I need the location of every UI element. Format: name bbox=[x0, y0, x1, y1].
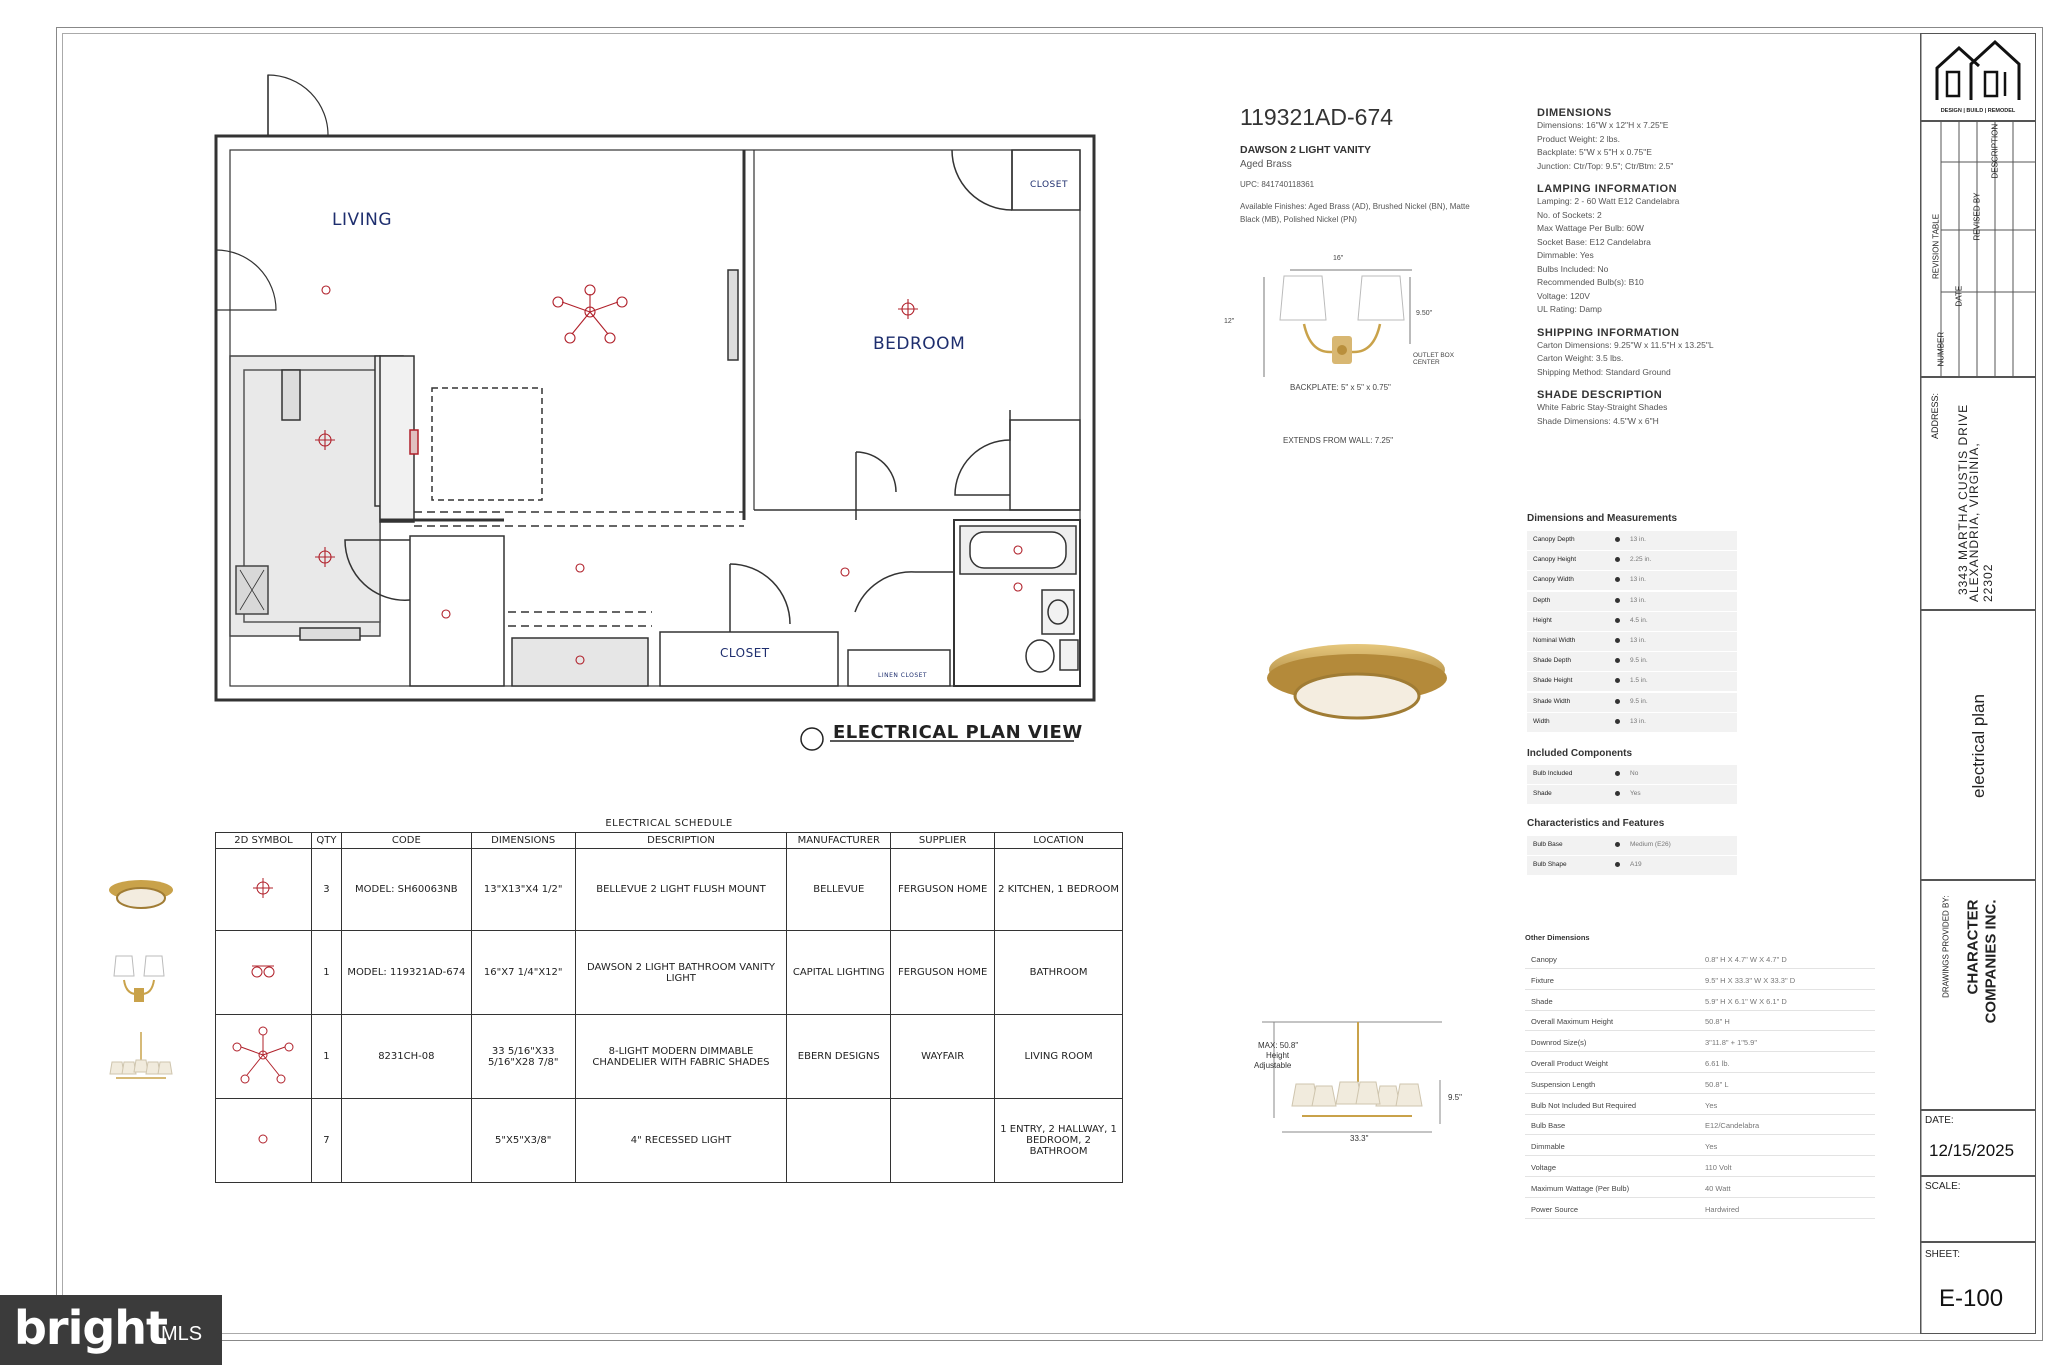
row-value: Medium (E26) bbox=[1630, 841, 1671, 848]
thumb-vanity bbox=[104, 950, 174, 1010]
address-line-2: ALEXANDRIA, VIRGINIA, 22302 bbox=[1967, 442, 1995, 602]
revision-table bbox=[1920, 121, 2036, 377]
bullet-icon bbox=[1615, 658, 1620, 663]
cell-loc: 1 ENTRY, 2 HALLWAY, 1 BEDROOM, 2 BATHROOM bbox=[995, 1099, 1123, 1183]
col-2d-symbol: 2D SYMBOL bbox=[216, 833, 312, 849]
room-label-closet-mid: CLOSET bbox=[720, 646, 770, 660]
row-key: Shade bbox=[1533, 790, 1552, 798]
cell-code: 8231CH-08 bbox=[341, 1015, 471, 1099]
bullet-icon bbox=[1615, 618, 1620, 623]
cell-code: MODEL: SH60063NB bbox=[341, 849, 471, 931]
spec-line: White Fabric Stay-Straight Shades bbox=[1537, 402, 1668, 412]
cell-dims: 13"X13"X4 1/2" bbox=[471, 849, 575, 931]
date-box bbox=[1920, 1110, 2036, 1176]
cell-mfr: EBERN DESIGNS bbox=[787, 1015, 891, 1099]
spec-line: Product Weight: 2 lbs. bbox=[1537, 133, 1620, 144]
row-value: 1.5 in. bbox=[1630, 677, 1648, 685]
table-row bbox=[1527, 765, 1737, 784]
row-key: Depth bbox=[1533, 596, 1551, 604]
col-description: DESCRIPTION bbox=[575, 833, 787, 849]
table-row bbox=[1525, 992, 1875, 1011]
spec-line: Backplate: 5"W x 5"H x 0.75"E bbox=[1537, 147, 1652, 157]
row-key: Bulb Base bbox=[1531, 1121, 1566, 1131]
schedule-title: ELECTRICAL SCHEDULE bbox=[605, 818, 733, 829]
table-row bbox=[1525, 1158, 1875, 1177]
cell-mfr: BELLEVUE bbox=[787, 849, 891, 931]
row-value: E12/Candelabra bbox=[1705, 1121, 1760, 1131]
bullet-icon bbox=[1615, 557, 1620, 562]
row-value: 13 in. bbox=[1630, 536, 1646, 543]
chandelier-height: 9.5" bbox=[1448, 1093, 1462, 1102]
col-location: LOCATION bbox=[995, 833, 1123, 849]
row-value: 2.25 in. bbox=[1630, 556, 1652, 564]
cell-qty: 3 bbox=[311, 849, 341, 931]
date-value: 12/15/2025 bbox=[1929, 1141, 2015, 1160]
flush-mount-image bbox=[1262, 638, 1452, 728]
flush-char-title: Characteristics and Features bbox=[1527, 818, 1665, 829]
table-row bbox=[1527, 612, 1737, 631]
spec-line: Junction: Ctr/Top: 9.5"; Ctr/Btm: 2.5" bbox=[1537, 160, 1674, 171]
table-row bbox=[1527, 693, 1737, 712]
row-value: 40 Watt bbox=[1705, 1183, 1731, 1193]
vanity-h2: 9.50" bbox=[1416, 310, 1433, 317]
logo-box bbox=[1920, 33, 2036, 121]
bullet-icon bbox=[1615, 537, 1620, 542]
table-row bbox=[1525, 950, 1875, 969]
cell-qty: 1 bbox=[311, 1015, 341, 1099]
cell-desc: 8-LIGHT MODERN DIMMABLE CHANDELIER WITH FABRIC SHADES bbox=[575, 1015, 787, 1099]
col-supplier: SUPPLIER bbox=[891, 833, 995, 849]
table-row bbox=[1527, 652, 1737, 671]
vanity-backplate: BACKPLATE: 5" x 5" x 0.75" bbox=[1290, 383, 1391, 392]
product-finishes: Available Finishes: Aged Brass (AD), Brushed Nickel (BN), Matte Black (MB), Polished Nickel (PN) bbox=[1240, 202, 1470, 224]
rev-col-revised-by: REVISED BY bbox=[1972, 192, 1982, 241]
sheet-title: electrical plan bbox=[1969, 694, 1988, 798]
cell-dims: 33 5/16"X33 5/16"X28 7/8" bbox=[471, 1015, 575, 1099]
floor-plan bbox=[0, 0, 1160, 760]
row-key: Width bbox=[1533, 717, 1550, 725]
row-value: Yes bbox=[1705, 1142, 1718, 1152]
cell-code: MODEL: 119321AD-674 bbox=[341, 931, 471, 1015]
vanity-outlet: OUTLET BOX CENTER bbox=[1413, 352, 1455, 366]
row-key: Overall Maximum Height bbox=[1531, 1017, 1614, 1027]
spec-line: Shade Dimensions: 4.5"W x 6"H bbox=[1537, 415, 1659, 426]
room-label-linen-closet: LINEN CLOSET bbox=[878, 672, 928, 679]
plan-view-title: ELECTRICAL PLAN VIEW bbox=[833, 722, 1083, 743]
cell-desc: DAWSON 2 LIGHT BATHROOM VANITY LIGHT bbox=[575, 931, 787, 1015]
vanity-extends: EXTENDS FROM WALL: 7.25" bbox=[1283, 436, 1394, 445]
table-row bbox=[1527, 713, 1737, 732]
row-key: Bulb Base bbox=[1533, 841, 1563, 848]
row-value: 4.5 in. bbox=[1630, 616, 1648, 624]
table-row bbox=[1527, 571, 1737, 590]
product-name: DAWSON 2 LIGHT VANITY bbox=[1240, 144, 1372, 156]
table-row bbox=[1525, 1033, 1875, 1052]
bullet-icon bbox=[1615, 678, 1620, 683]
flush-dims-title: Dimensions and Measurements bbox=[1527, 513, 1678, 524]
row-key: Bulb Shape bbox=[1533, 861, 1567, 869]
logo-tagline: DESIGN | BUILD | REMODEL bbox=[1940, 108, 2016, 114]
cell-desc: 4" RECESSED LIGHT bbox=[575, 1099, 787, 1183]
cell-dims: 5"X5"X3/8" bbox=[471, 1099, 575, 1183]
row-key: Nominal Width bbox=[1533, 637, 1576, 644]
table-row bbox=[1527, 785, 1737, 804]
cell-desc: BELLEVUE 2 LIGHT FLUSH MOUNT bbox=[575, 849, 787, 931]
cell-mfr bbox=[787, 1099, 891, 1183]
address-box bbox=[1920, 377, 2036, 610]
row-key: Voltage bbox=[1531, 1163, 1557, 1172]
provided-box bbox=[1920, 880, 2036, 1110]
row-value: 13 in. bbox=[1630, 576, 1646, 584]
product-finish: Aged Brass bbox=[1240, 159, 1292, 170]
cell-loc: LIVING ROOM bbox=[995, 1015, 1123, 1099]
rev-col-description: DESCRIPTION bbox=[1990, 123, 2000, 179]
row-key: Shade Height bbox=[1533, 677, 1573, 685]
thumb-chandelier bbox=[106, 1032, 176, 1094]
spec-lamping-title: LAMPING INFORMATION bbox=[1537, 183, 1678, 195]
table-row bbox=[1527, 856, 1737, 875]
row-value: Yes bbox=[1705, 1100, 1718, 1110]
flush-inc-title: Included Components bbox=[1527, 748, 1632, 759]
bullet-icon bbox=[1615, 771, 1620, 776]
spec-line: Recommended Bulb(s): B10 bbox=[1537, 277, 1644, 287]
cell-mfr: CAPITAL LIGHTING bbox=[787, 931, 891, 1015]
symbol-flush-mount bbox=[216, 849, 312, 931]
cell-qty: 1 bbox=[311, 931, 341, 1015]
spec-line: Socket Base: E12 Candelabra bbox=[1537, 236, 1651, 247]
col-code: CODE bbox=[341, 833, 471, 849]
row-key: Overall Product Weight bbox=[1531, 1059, 1608, 1068]
chandelier-adj2: Adjustable bbox=[1254, 1061, 1292, 1070]
mls-watermark bbox=[0, 1295, 222, 1365]
rev-col-date: DATE bbox=[1954, 285, 1964, 307]
cell-code bbox=[341, 1099, 471, 1183]
chandelier-adj1: Height bbox=[1266, 1051, 1290, 1060]
spec-line: Dimensions: 16"W x 12"H x 7.25"E bbox=[1537, 120, 1669, 130]
table-row bbox=[1527, 531, 1737, 550]
table-row bbox=[1527, 836, 1737, 855]
row-value: 0.8" H X 4.7" W X 4.7" D bbox=[1705, 955, 1787, 964]
watermark-brand: bright bbox=[14, 1301, 168, 1355]
product-model: 119321AD-674 bbox=[1240, 104, 1394, 130]
spec-line: UL Rating: Damp bbox=[1537, 304, 1602, 314]
room-label-bedroom: BEDROOM bbox=[873, 334, 966, 354]
chandelier-max: MAX: 50.8" bbox=[1258, 1041, 1299, 1050]
bullet-icon bbox=[1615, 638, 1620, 643]
bullet-icon bbox=[1615, 577, 1620, 582]
spec-line: Carton Dimensions: 9.25"W x 11.5"H x 13.25"L bbox=[1537, 339, 1714, 350]
address-label: ADDRESS: bbox=[1930, 393, 1940, 440]
row-key: Shade Width bbox=[1533, 697, 1571, 705]
bullet-icon bbox=[1615, 699, 1620, 704]
symbol-recessed bbox=[216, 1099, 312, 1183]
table-row bbox=[1527, 551, 1737, 570]
vanity-width: 16" bbox=[1333, 255, 1344, 262]
electrical-schedule bbox=[215, 832, 1123, 1183]
chandelier-image bbox=[1262, 1012, 1462, 1142]
cell-sup: FERGUSON HOME bbox=[891, 931, 995, 1015]
room-label-closet-top: CLOSET bbox=[1030, 180, 1068, 190]
product-specs bbox=[1537, 107, 1737, 428]
spec-shade-title: SHADE DESCRIPTION bbox=[1537, 389, 1663, 401]
provided-company-1: CHARACTER bbox=[1964, 899, 1982, 995]
bullet-icon bbox=[1615, 862, 1620, 867]
table-row bbox=[216, 849, 1123, 931]
cell-qty: 7 bbox=[311, 1099, 341, 1183]
row-value: Yes bbox=[1630, 790, 1641, 798]
company-logo bbox=[1921, 34, 2035, 104]
table-row bbox=[1525, 1054, 1875, 1073]
product-upc: UPC: 841740118361 bbox=[1240, 180, 1315, 189]
table-row bbox=[1527, 592, 1737, 611]
symbol-chandelier bbox=[216, 1015, 312, 1099]
cell-loc: BATHROOM bbox=[995, 931, 1123, 1015]
row-key: Bulb Not Included But Required bbox=[1531, 1100, 1637, 1110]
row-value: 9.5 in. bbox=[1630, 657, 1648, 665]
col-dimensions: DIMENSIONS bbox=[471, 833, 575, 849]
table-row bbox=[1525, 1179, 1875, 1198]
cell-sup bbox=[891, 1099, 995, 1183]
scale-label: SCALE: bbox=[1925, 1181, 1961, 1192]
spec-line: Shipping Method: Standard Ground bbox=[1537, 366, 1671, 377]
bullet-icon bbox=[1615, 842, 1620, 847]
col-manufacturer: MANUFACTURER bbox=[787, 833, 891, 849]
table-row bbox=[1525, 1096, 1875, 1115]
table-row bbox=[216, 1015, 1123, 1099]
other-dims-title: Other Dimensions bbox=[1525, 933, 1590, 942]
spec-line: No. of Sockets: 2 bbox=[1537, 209, 1602, 220]
cell-sup: WAYFAIR bbox=[891, 1015, 995, 1099]
watermark-suffix: MLS bbox=[161, 1323, 203, 1345]
row-key: Canopy Depth bbox=[1533, 536, 1575, 543]
row-value: 50.8" H bbox=[1705, 1017, 1730, 1027]
bullet-icon bbox=[1615, 791, 1620, 796]
table-row bbox=[1525, 1012, 1875, 1031]
row-key: Suspension Length bbox=[1531, 1079, 1596, 1089]
cell-dims: 16"X7 1/4"X12" bbox=[471, 931, 575, 1015]
sheet-number: E-100 bbox=[1939, 1285, 2004, 1312]
row-key: Power Source bbox=[1531, 1204, 1579, 1214]
bullet-icon bbox=[1615, 719, 1620, 724]
address-line-1: 3343 MARTHA CUSTIS DRIVE bbox=[1956, 403, 1970, 595]
row-value: 110 Volt bbox=[1705, 1163, 1732, 1172]
row-value: 50.8" L bbox=[1705, 1079, 1729, 1089]
sheet-label: SHEET: bbox=[1925, 1249, 1961, 1260]
room-label-living: LIVING bbox=[332, 210, 393, 230]
spec-line: Lamping: 2 - 60 Watt E12 Candelabra bbox=[1537, 196, 1680, 206]
spec-line: Max Wattage Per Bulb: 60W bbox=[1537, 223, 1644, 233]
cell-sup: FERGUSON HOME bbox=[891, 849, 995, 931]
scale-box bbox=[1920, 1176, 2036, 1242]
row-key: Bulb Included bbox=[1533, 770, 1573, 777]
row-key: Maximum Wattage (Per Bulb) bbox=[1531, 1183, 1630, 1193]
spec-shipping-title: SHIPPING INFORMATION bbox=[1537, 326, 1680, 339]
symbol-vanity bbox=[216, 931, 312, 1015]
row-key: Shade Depth bbox=[1533, 657, 1571, 665]
spec-line: Voltage: 120V bbox=[1537, 290, 1590, 301]
row-key: Canopy bbox=[1531, 955, 1557, 964]
table-row bbox=[1527, 632, 1737, 651]
row-value: A19 bbox=[1630, 861, 1642, 869]
bullet-icon bbox=[1615, 598, 1620, 603]
row-value: 9.5" H X 33.3" W X 33.3" D bbox=[1705, 975, 1796, 985]
spec-line: Bulbs Included: No bbox=[1537, 263, 1609, 274]
col-qty: QTY bbox=[311, 833, 341, 849]
sheet-box bbox=[1920, 1242, 2036, 1334]
table-row bbox=[1527, 672, 1737, 691]
provided-company-2: COMPANIES INC. bbox=[1982, 899, 2000, 1024]
rev-col-number: NUMBER bbox=[1936, 331, 1946, 367]
vanity-height: 12" bbox=[1224, 318, 1235, 325]
row-key: Fixture bbox=[1531, 975, 1554, 985]
row-key: Canopy Width bbox=[1533, 576, 1574, 584]
spec-line: Dimmable: Yes bbox=[1537, 250, 1594, 260]
row-value: No bbox=[1630, 770, 1639, 777]
row-key: Dimmable bbox=[1531, 1142, 1565, 1152]
row-value: 5.9" H X 6.1" W X 6.1" D bbox=[1705, 996, 1787, 1006]
row-value: Hardwired bbox=[1705, 1204, 1740, 1214]
row-value: 13 in. bbox=[1630, 717, 1646, 725]
spec-dimensions-title: DIMENSIONS bbox=[1537, 107, 1612, 119]
thumb-flush-mount bbox=[106, 876, 176, 914]
spec-line: Carton Weight: 3.5 lbs. bbox=[1537, 353, 1624, 363]
sheet-title-box bbox=[1920, 610, 2036, 880]
row-value: 6.61 lb. bbox=[1705, 1059, 1730, 1068]
table-row bbox=[1525, 971, 1875, 990]
table-row bbox=[1525, 1200, 1875, 1219]
provided-label: DRAWINGS PROVIDED BY: bbox=[1941, 895, 1951, 998]
row-value: 13 in. bbox=[1630, 596, 1646, 604]
table-row bbox=[216, 931, 1123, 1015]
table-row bbox=[1525, 1137, 1875, 1156]
chandelier-width: 33.3" bbox=[1350, 1134, 1369, 1143]
row-key: Downrod Size(s) bbox=[1531, 1038, 1587, 1048]
cell-loc: 2 KITCHEN, 1 BEDROOM bbox=[995, 849, 1123, 931]
row-key: Canopy Height bbox=[1533, 556, 1576, 564]
row-key: Shade bbox=[1531, 996, 1553, 1006]
revision-title: REVISION TABLE bbox=[1931, 213, 1941, 280]
table-row bbox=[216, 1099, 1123, 1183]
table-row bbox=[1525, 1116, 1875, 1135]
table-row bbox=[1525, 1075, 1875, 1094]
row-value: 9.5 in. bbox=[1630, 697, 1648, 705]
row-value: 3"11.8" + 1"5.9" bbox=[1705, 1038, 1758, 1048]
row-key: Height bbox=[1533, 616, 1552, 624]
date-label: DATE: bbox=[1925, 1115, 1954, 1126]
row-value: 13 in. bbox=[1630, 637, 1646, 644]
